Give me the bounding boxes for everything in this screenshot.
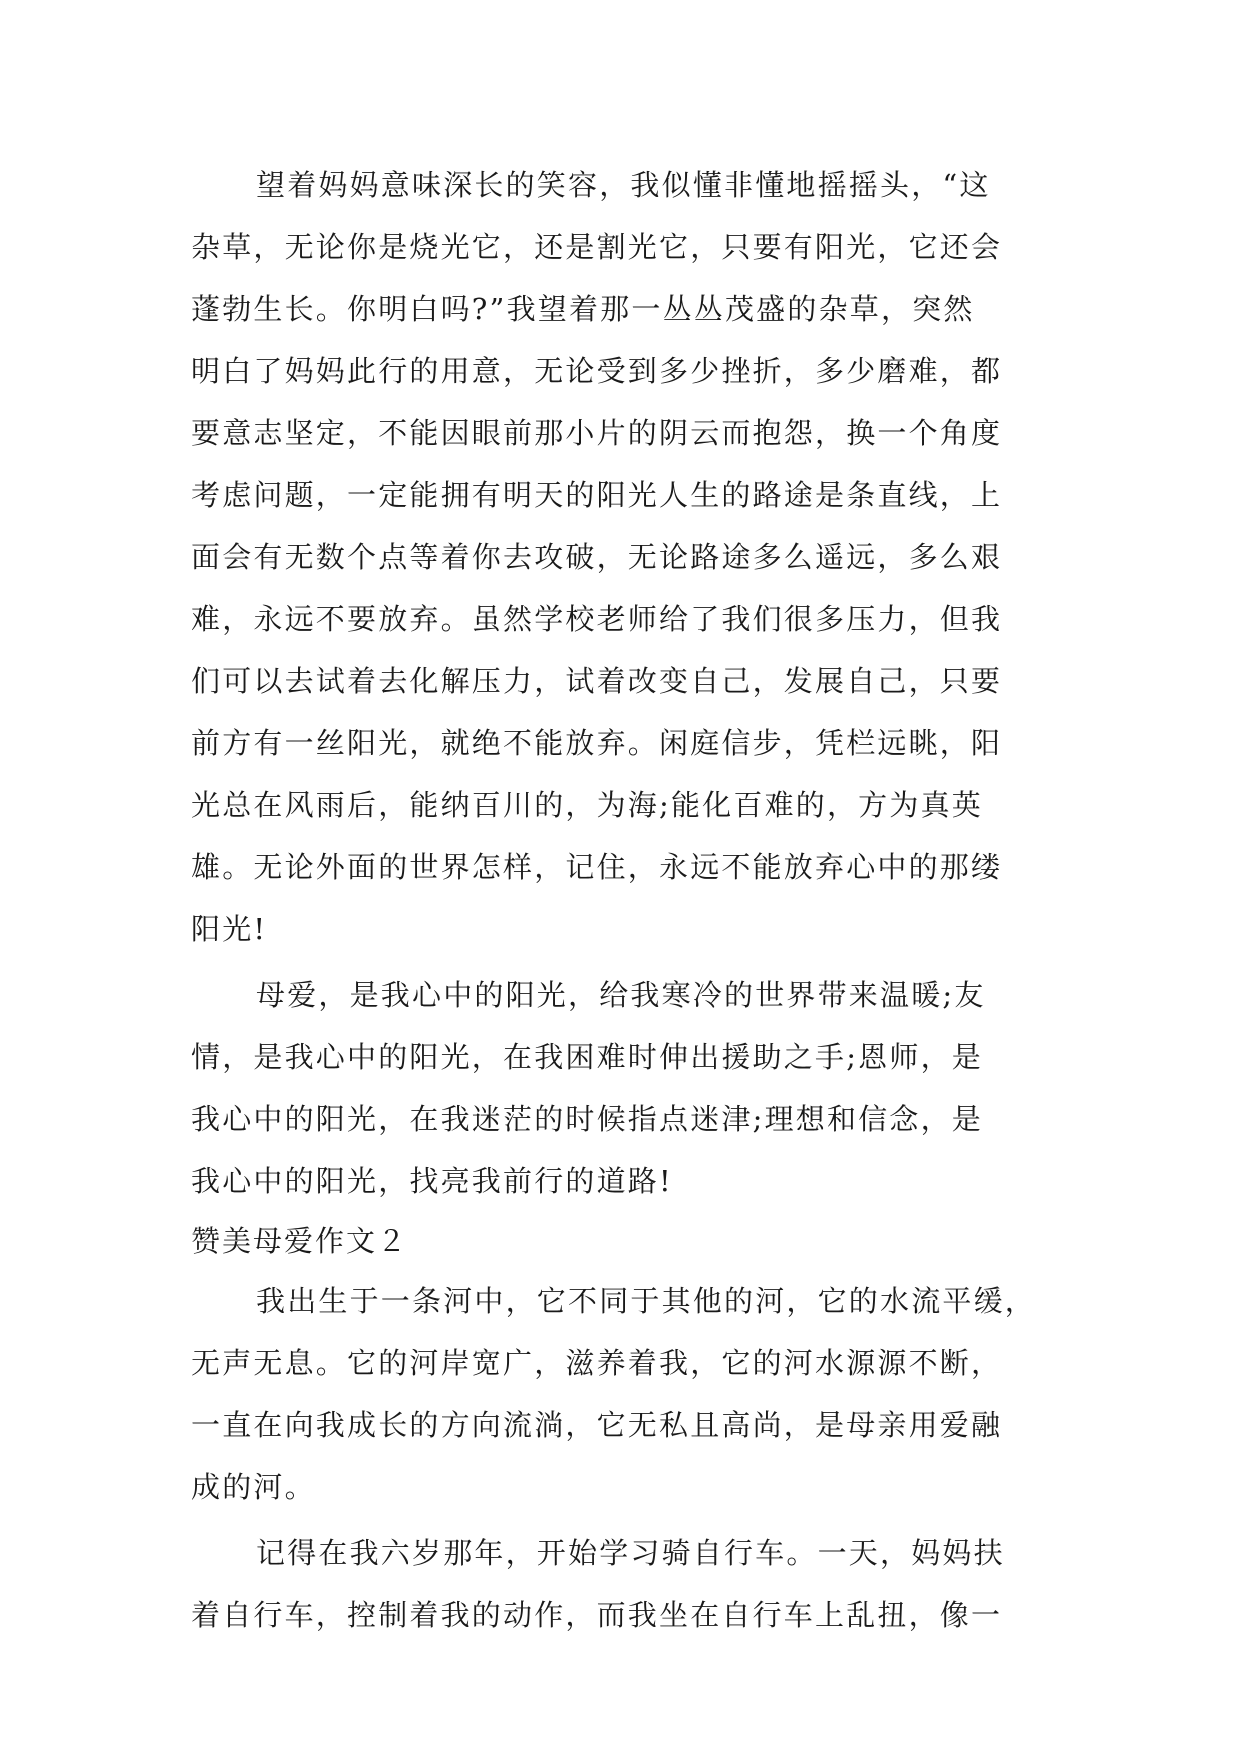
text-line: 母爱，是我心中的阳光，给我寒冷的世界带来温暖;友 bbox=[256, 978, 986, 1012]
paragraph bbox=[191, 1270, 1051, 1518]
text-line: 明白了妈妈此行的用意，无论受到多少挫折，多少磨难，都 bbox=[191, 354, 1003, 388]
text-line: 情，是我心中的阳光，在我困难时伸出援助之手;恩师，是 bbox=[191, 1040, 983, 1074]
text-line: 面会有无数个点等着你去攻破，无论路途多么遥远，多么艰 bbox=[191, 540, 1003, 574]
text-line: 我出生于一条河中，它不同于其他的河，它的水流平缓， bbox=[256, 1284, 1037, 1318]
text-line: 望着妈妈意味深长的笑容，我似懂非懂地摇摇头，“这 bbox=[256, 168, 991, 202]
text-line: 蓬勃生长。你明白吗?”我望着那一丛丛茂盛的杂草，突然 bbox=[191, 292, 975, 326]
document-page bbox=[191, 154, 1051, 1646]
text-line: 杂草，无论你是烧光它，还是割光它，只要有阳光，它还会 bbox=[191, 230, 1003, 264]
text-line: 要意志坚定，不能因眼前那小片的阴云而抱怨，换一个角度 bbox=[191, 416, 1003, 450]
paragraph bbox=[191, 964, 1051, 1212]
text-line: 记得在我六岁那年，开始学习骑自行车。一天，妈妈扶 bbox=[256, 1536, 1005, 1570]
text-line: 前方有一丝阳光，就绝不能放弃。闲庭信步，凭栏远眺，阳 bbox=[191, 726, 1003, 760]
paragraph bbox=[191, 1522, 1051, 1646]
text-line: 我心中的阳光，找亮我前行的道路! bbox=[191, 1164, 673, 1198]
section-heading: 赞美母爱作文２ bbox=[191, 1224, 409, 1258]
text-line: 们可以去试着去化解压力，试着改变自己，发展自己，只要 bbox=[191, 664, 1003, 698]
text-line: 雄。无论外面的世界怎样，记住，永远不能放弃心中的那缕 bbox=[191, 850, 1003, 884]
paragraph bbox=[191, 154, 1051, 960]
text-line: 我心中的阳光，在我迷茫的时候指点迷津;理想和信念，是 bbox=[191, 1102, 983, 1136]
text-line: 考虑问题，一定能拥有明天的阳光人生的路途是条直线，上 bbox=[191, 478, 1003, 512]
text-line: 成的河。 bbox=[191, 1470, 316, 1504]
text-line: 光总在风雨后，能纳百川的，为海;能化百难的，方为真英 bbox=[191, 788, 983, 822]
text-line: 一直在向我成长的方向流淌，它无私且高尚，是母亲用爱融 bbox=[191, 1408, 1003, 1442]
text-line: 着自行车，控制着我的动作，而我坐在自行车上乱扭，像一 bbox=[191, 1598, 1003, 1632]
text-line: 无声无息。它的河岸宽广，滋养着我，它的河水源源不断， bbox=[191, 1346, 1003, 1380]
text-line: 阳光! bbox=[191, 912, 268, 946]
text-line: 难，永远不要放弃。虽然学校老师给了我们很多压力，但我 bbox=[191, 602, 1003, 636]
